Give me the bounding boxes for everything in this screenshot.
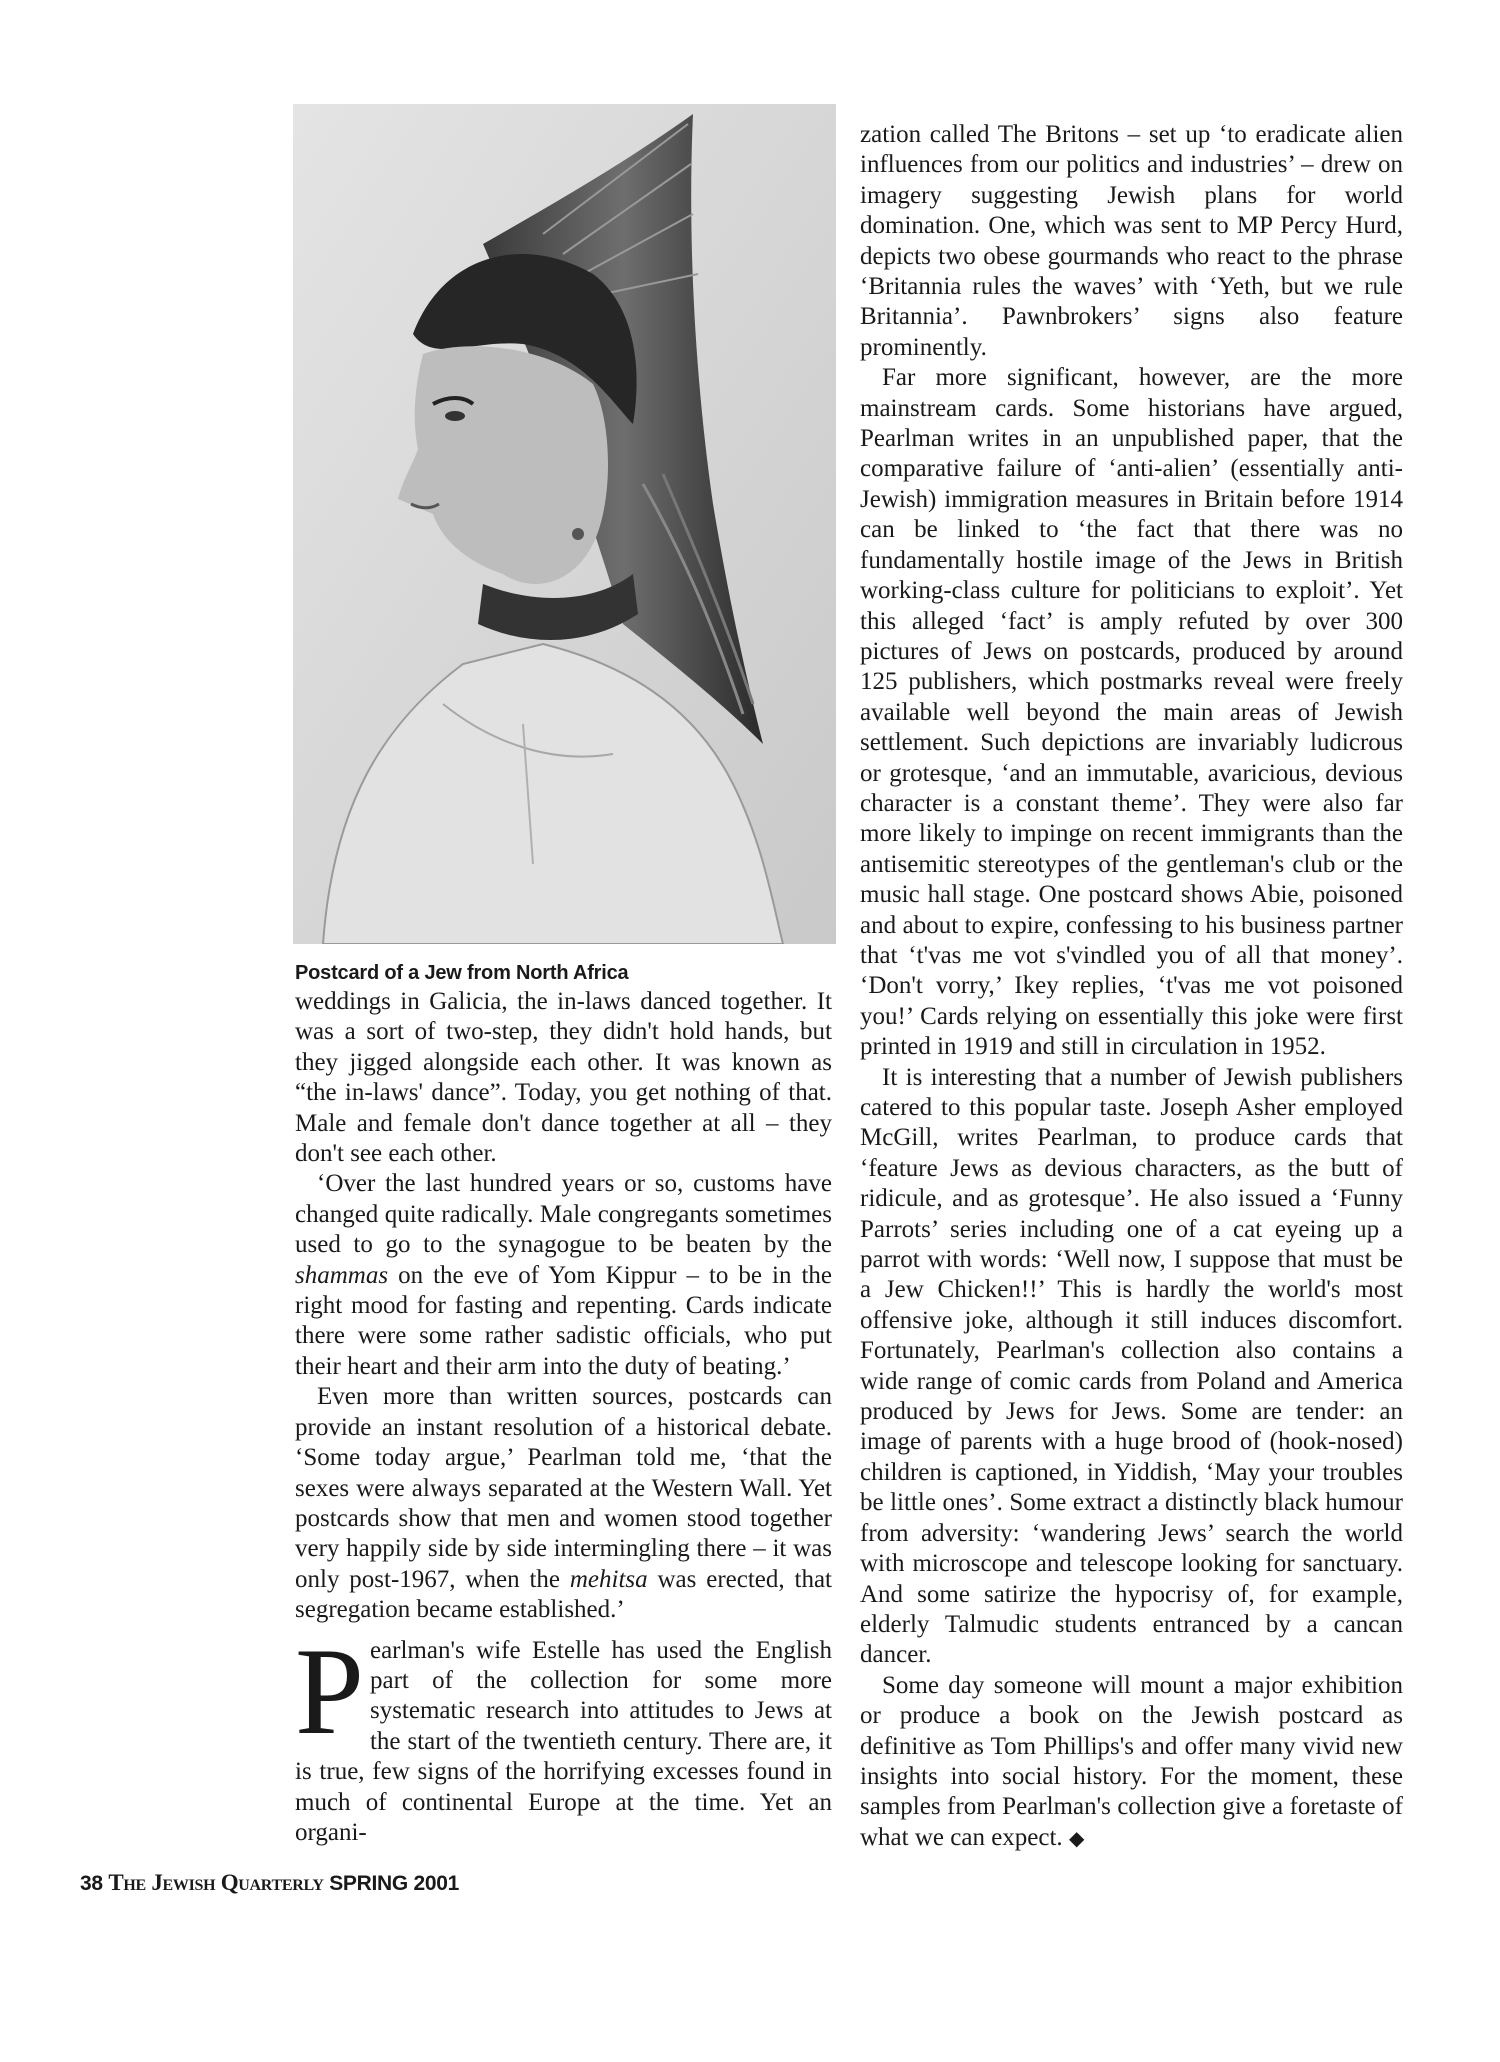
left-column [295, 960, 832, 1848]
paragraph: Far more significant, however, are the more mainstream cards. Some historians have argued, Pearlman writes in an unpublished paper, that the comparative failure of ‘anti-alien’ (essentially anti-Jewish) immigration measures in Britain before 1914 can be linked to ‘the fact that there was no fundamentally hostile image of the Jews in British working-class culture for politicians to exploit’. Yet this alleged ‘fact’ is amply refuted by over 300 pictures of Jews on postcards, produced by around 125 publishers, which postmarks reveal were freely available well beyond the main areas of Jewish settlement. Such depictions are invariably ludicrous or grotesque, ‘and an immutable, avaricious, devious character is a constant theme’. They were also far more likely to impinge on recent immigrants than the antisemitic stereotypes of the gentleman's club or the music hall stage. One postcard shows Abie, poisoned and about to expire, confessing to his business partner that ‘t'vas me vot s'vindled you of all that money’. ‘Don't vorry,’ Ikey replies, ‘t'vas me vot poisoned you!’ Cards relying on essentially this joke were first printed in 1919 and still in circulation in 1952. [860, 364, 1403, 1061]
italic-term: mehitsa [569, 1565, 648, 1593]
paragraph: zation called The Britons – set up ‘to eradicate alien influences from our politics and industries’ – drew on imagery suggesting Jewish plans for world domination. One, which was sent to MP Percy Hurd, depicts two obese gourmands who react to the phrase ‘Britannia rules the waves’ with ‘Yeth, but we rule Britannia’. Pawnbrokers’ signs also feature prominently. [860, 121, 1403, 361]
paragraph: weddings in Galicia, the in-laws danced together. It was a sort of two-step, they didn't hold hands, but they jigged alongside each other. It was known as “the in-laws' dance”. Today, you get nothing of that. Male and female don't dance together at all – they don't see each other. [295, 988, 832, 1168]
issue-label: SPRING 2001 [329, 1872, 459, 1895]
page-number: 38 [80, 1872, 103, 1895]
right-column [860, 120, 1403, 1853]
page-footer [80, 1870, 459, 1896]
paragraph: ‘Over the last hundred years or so, customs have changed quite radically. Male congregants sometimes used to go to the synagogue to be beaten by the shammas on the eve of Yom Kippur – to be in the right mood for fasting and repenting. Cards indicate there were some rather sadistic officials, who put their heart and their arm into the duty of beating.’ [295, 1170, 832, 1380]
paragraph: Even more than written sources, postcards can provide an instant resolution of a historical debate. ‘Some today argue,’ Pearlman told me, ‘that the sexes were always separated at the Western Wall. Yet postcards show that men and women stood together very happily side by side intermingling there – it was only post-1967, when the mehitsa was erected, that segregation became established.’ [295, 1383, 832, 1624]
photo-caption: Postcard of a Jew from North Africa [295, 962, 629, 984]
postcard-photo [293, 104, 836, 944]
italic-term: shammas [295, 1261, 389, 1289]
dropcap-letter: P [295, 1622, 364, 1760]
paragraph: It is interesting that a number of Jewish publishers catered to this popular taste. Joseph Asher employed McGill, writes Pearlman, to produce cards that ‘feature Jews as devious characters, as the butt of ridicule, and as grotesque’. He also issued a ‘Funny Parrots’ series including one of a cat eyeing up a parrot with words: ‘Well now, I suppose that must be a Jew Chicken!!’ This is hardly the world's most offensive joke, although it still induces discomfort. Fortunately, Pearlman's collection also contains a wide range of comic cards from Poland and America produced by Jews for Jews. Some are tender: an image of parents with a huge brood of (hook-nosed) children is captioned, in Yiddish, ‘May your troubles be little ones’. Some extract a distinctly black humour from adversity: ‘wandering Jews’ search the world with microscope and telescope looking for sanctuary. And some satirize the hypocrisy of, for example, elderly Talmudic students entranced by a cancan dancer. [860, 1063, 1403, 1669]
journal-title: The Jewish Quarterly [108, 1870, 324, 1895]
paragraph: Some day someone will mount a major exhibition or produce a book on the Jewish postcard as definitive as Tom Phillips's and offer many vivid new insights into social history. For the moment, these samples from Pearlman's collection give a foretaste of what we can expect. ◆ [860, 1671, 1403, 1851]
end-mark-icon: ◆ [1068, 1825, 1085, 1850]
dropcap-paragraph: Pearlman's wife Estelle has used the English part of the collection for some more systematic research into attitudes to Jews at the start of the twentieth century. There are, it is true, few signs of the horrifying excesses found in much of continental Europe at the time. Yet an organi- [295, 1622, 832, 1846]
portrait-illustration [293, 104, 836, 944]
